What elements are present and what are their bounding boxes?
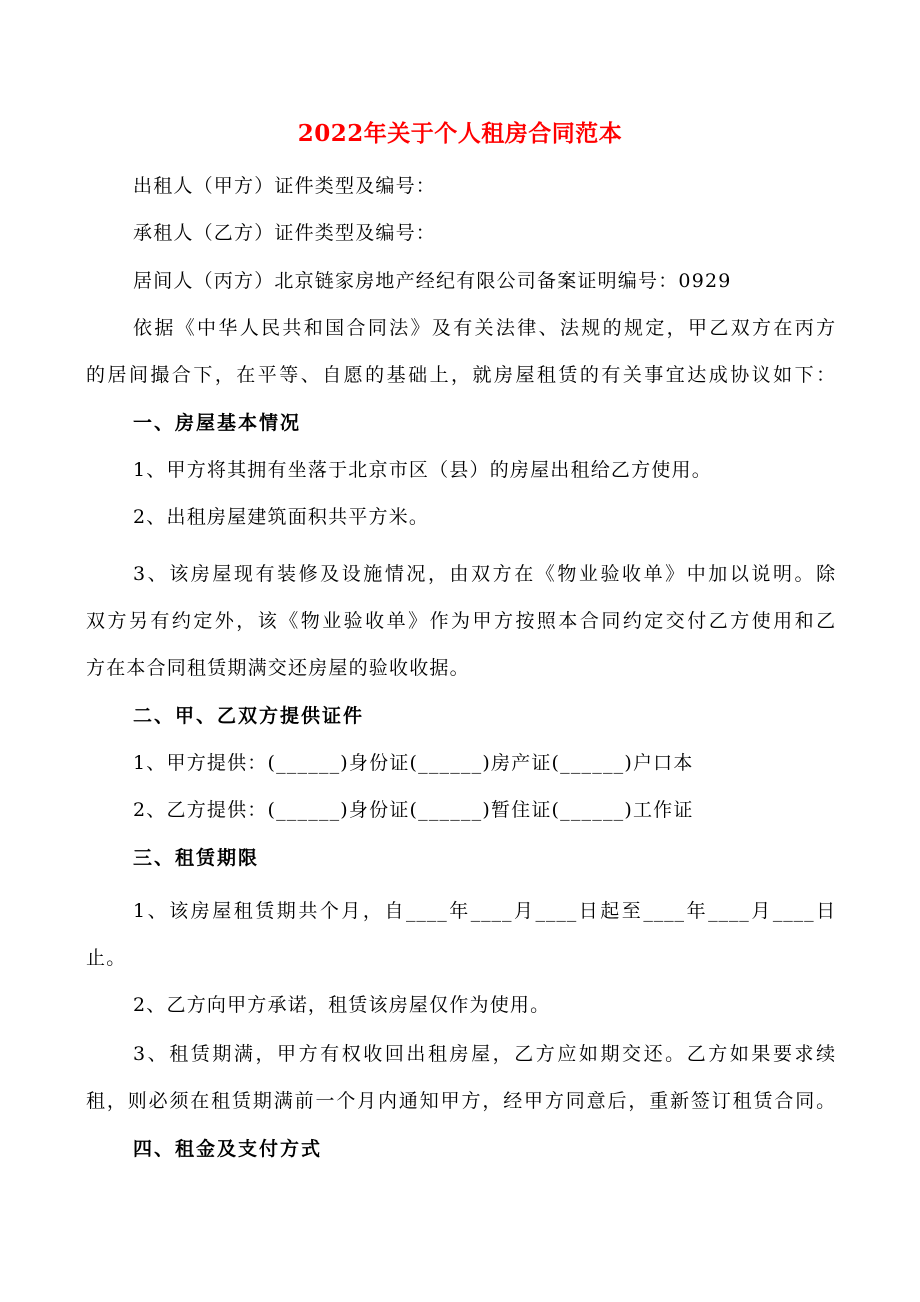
clause-3-3-line-1: 3、租赁期满，甲方有权收回出租房屋，乙方应如期交还。乙方如果要求续 xyxy=(133,1043,836,1065)
clause-3-1-line-2: 止。 xyxy=(86,947,127,969)
clause-3-1-line-1: 1、该房屋租赁期共个月，自____年____月____日起至____年____月____日 xyxy=(133,900,836,922)
lessee-id-line: 承租人（乙方）证件类型及编号： xyxy=(133,222,437,244)
section-heading-2: 二、甲、乙双方提供证件 xyxy=(133,705,365,727)
clause-1-3-line-3: 方在本合同租赁期满交还房屋的验收收据。 xyxy=(86,657,470,679)
clause-1-2: 2、出租房屋建筑面积共平方米。 xyxy=(133,506,430,528)
preamble-line-1: 依据《中华人民共和国合同法》及有关法律、法规的规定，甲乙双方在丙方 xyxy=(133,317,836,339)
clause-3-2: 2、乙方向甲方承诺，租赁该房屋仅作为使用。 xyxy=(133,994,551,1016)
clause-1-3-line-1: 3、该房屋现有装修及设施情况，由双方在《物业验收单》中加以说明。除 xyxy=(133,563,836,585)
clause-3-3-line-2: 租，则必须在租赁期满前一个月内通知甲方，经甲方同意后，重新签订租赁合同。 xyxy=(86,1090,836,1112)
intermediary-line: 居间人（丙方）北京链家房地产经纪有限公司备案证明编号：0929 xyxy=(133,270,732,292)
clause-2-2: 2、乙方提供：(______)身份证(______)暂住证(______)工作证 xyxy=(133,799,694,821)
clause-2-1: 1、甲方提供：(______)身份证(______)房产证(______)户口本 xyxy=(133,752,694,774)
section-heading-3: 三、租赁期限 xyxy=(133,847,260,869)
section-heading-4: 四、租金及支付方式 xyxy=(133,1138,323,1160)
preamble-line-2: 的居间撮合下，在平等、自愿的基础上，就房屋租赁的有关事宜达成协议如下： xyxy=(86,364,836,386)
clause-1-1: 1、甲方将其拥有坐落于北京市区（县）的房屋出租给乙方使用。 xyxy=(133,459,712,481)
clause-1-3-line-2: 双方另有约定外，该《物业验收单》作为甲方按照本合同约定交付乙方使用和乙 xyxy=(86,610,836,632)
lessor-id-line: 出租人（甲方）证件类型及编号： xyxy=(133,175,437,197)
section-heading-1: 一、房屋基本情况 xyxy=(133,412,302,434)
document-title: 2022年关于个人租房合同范本 xyxy=(297,120,623,147)
